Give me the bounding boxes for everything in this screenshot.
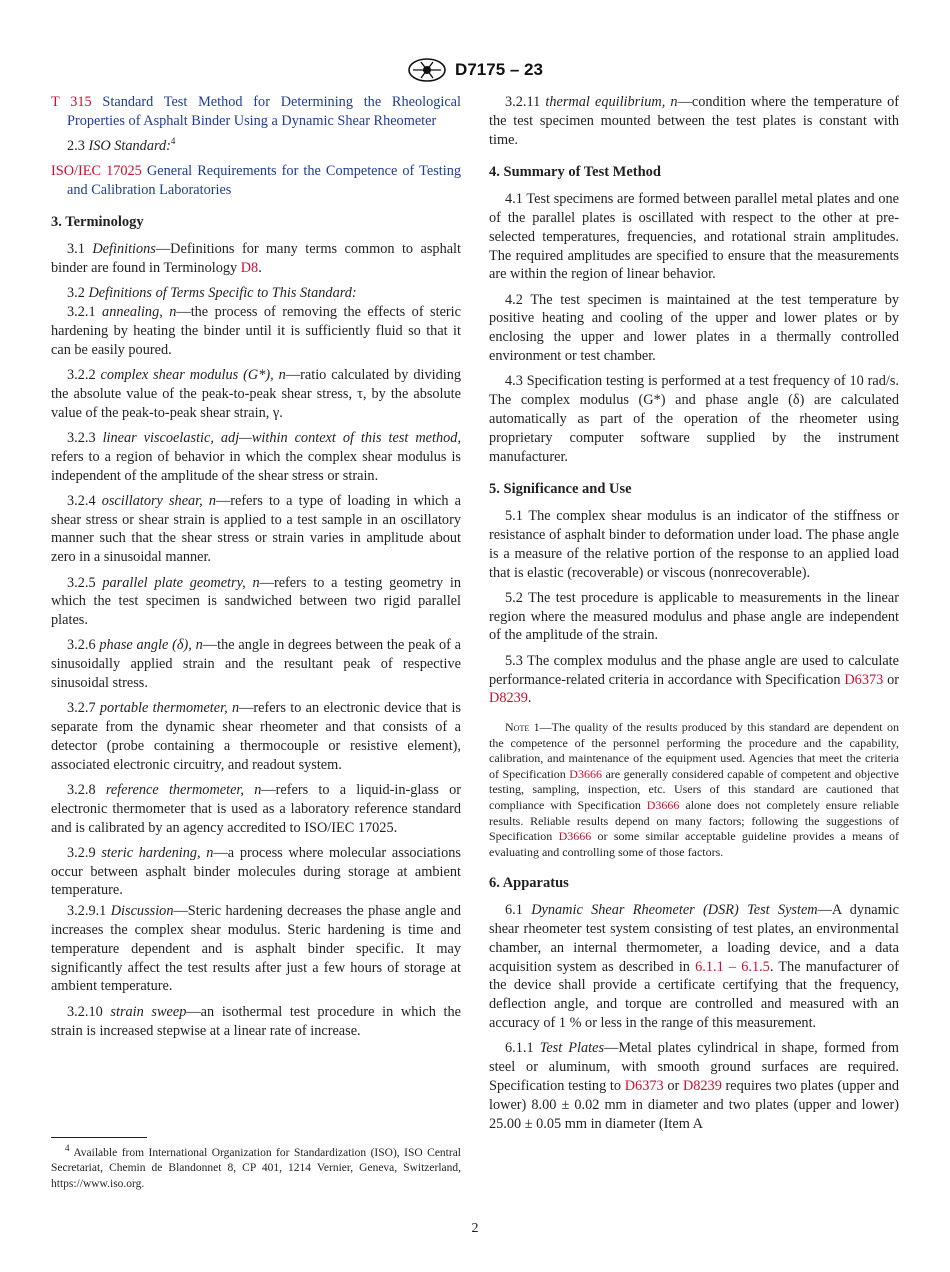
d8239-link[interactable]: D8239 <box>682 1077 722 1094</box>
para-3-2-3: 3.2.3 linear viscoelastic, adj—within context of this test method, refers to a region of behavior in which the complex shear modulus is independent of the amplitude of the shear stress or strain. <box>51 429 462 484</box>
t315-title[interactable]: Standard Test Method for Determining the Rheological Properties of Asphalt Binder Using a Dynamic Shear Rheometer <box>67 94 461 129</box>
reference-iso <box>51 162 461 200</box>
d3666-link[interactable]: D3666 <box>646 798 680 813</box>
para-4-3: 4.3 Specification testing is performed at a test frequency of 10 rad/s. The complex modulus (G*) and phase angle (δ) are calculated automatically as part of the operation of the rheometer using proprietary computer software supplied by the instrument manufacturer. <box>489 373 899 465</box>
para-3-1: 3.1 Definitions—Definitions for many terms common to asphalt binder are found in Terminology D8. <box>51 241 462 277</box>
para-3-2-5: 3.2.5 parallel plate geometry, n—refers to a testing geometry in which the test specimen is sandwiched between two rigid parallel plates. <box>51 574 461 629</box>
para-3-2-1: 3.2.1 annealing, n—the process of removing the effects of steric hardening by heating the binder until it is sufficiently fluid so that it can be easily poured. <box>51 304 461 358</box>
section-4-title: 4. Summary of Test Method <box>489 164 661 181</box>
section-3-title: 3. Terminology <box>51 214 144 231</box>
left-column <box>51 93 461 1047</box>
astm-logo-icon <box>407 56 447 84</box>
d6373-link[interactable]: D6373 <box>624 1077 664 1094</box>
para-4-1: 4.1 Test specimens are formed between parallel metal plates and one of the parallel plates is oscillated with respect to the other at pre-selected temperatures, frequencies, and rotational strain amplitudes. The required amplitudes are specified to ensure that the measurements are within the region of linear behavior. <box>489 191 899 283</box>
para-5-3: 5.3 The complex modulus and the phase angle are used to calculate performance-related criteria in accordance with Specification D6373 or D8239. <box>489 652 899 707</box>
para-3-2-7: 3.2.7 portable thermometer, n—refers to an electronic device that is separate from the dynamic shear rheometer and that consists of a detector (probe containing a thermocouple or resistive element), associated electronic circuitry, and readout system. <box>51 700 461 773</box>
page-number: 2 <box>471 1221 479 1236</box>
para-3-2-4: 3.2.4 oscillatory shear, n—refers to a type of loading in which a shear stress or shear strain is applied to a test sample in an oscillatory manner such that the shear stress or strain varies in amplitude about zero in a sinusoidal manner. <box>51 492 461 566</box>
para-3-2: 3.2 Definitions of Terms Specific to This Standard: <box>67 285 357 302</box>
t315-link[interactable]: T 315 <box>51 94 92 110</box>
page-header <box>0 56 950 84</box>
reference-t315 <box>51 93 461 131</box>
para-3-2-11: 3.2.11 thermal equilibrium, n—condition where the temperature of the test specimen mounted between the test plates is constant with time. <box>489 94 899 148</box>
para-6-1: 6.1 Dynamic Shear Rheometer (DSR) Test System—A dynamic shear rheometer test system consisting of test plates, an environmental chamber, an internal thermometer, a loading device, and a data acquisition system as described in 6.1.1 – 6.1.5. The manufacturer of the device shall provide a certificate certifying that the frequency, deflection angle, and torque are controlled and measured with an accuracy of 1 % or less in the range of this measurement. <box>489 902 900 1032</box>
right-column <box>489 93 899 1140</box>
para-3-2-9: 3.2.9 steric hardening, n—a process where molecular associations occur between asphalt binder molecules during storage at ambient temperature. <box>51 844 461 899</box>
footnote-divider <box>51 1137 147 1138</box>
note-1: Note 1—The quality of the results produced by this standard are dependent on the competence of the personnel performing the procedure and the capability, calibration, and maintenance of the equipment used. Agencies that meet the criteria of Specification D3666 are generally considered capable of competent and objective testing, sampling, inspection, etc. Users of this standard are cautioned that compliance with Specification D3666 alone does not completely ensure reliable results. Reliable results depend on many factors; following the suggestions of Specification D3666 or some similar acceptable guideline provides a means of evaluating and controlling some of those factors. <box>489 720 899 859</box>
d3666-link[interactable]: D3666 <box>558 829 592 844</box>
section-6-1-1-link[interactable]: 6.1.1 – 6.1.5 <box>695 958 770 975</box>
footnote-4: $^4$ Available from International Organization for Standardization (ISO), ISO Central Secretariat, Chemin de Blandonnet 8, CP 401, 1214 Vernier, Geneva, Switzerland, https://www.iso.org. <box>51 1143 461 1190</box>
para-3-2-6: 3.2.6 phase angle (δ), n—the angle in degrees between the peak of a sinusoidally applied strain and the resultant peak of respective sinusoidal stress. <box>51 637 462 692</box>
para-6-1-1: 6.1.1 Test Plates—Metal plates cylindrical in shape, formed from steel or aluminum, with smooth ground surfaces are required. Specification testing to D6373 or D8239 requires two plates (upper and lower) 8.00 ± 0.02 mm in diameter and two plates (upper and lower) 25.00 ± 0.05 mm in diameter (Item A <box>489 1040 900 1132</box>
iso-link[interactable]: ISO/IEC 17025 <box>51 162 142 179</box>
para-3-2-10: 3.2.10 strain sweep—an isothermal test procedure in which the strain is increased stepwise at a linear rate of increase. <box>51 1003 461 1039</box>
para-4-2: 4.2 The test specimen is maintained at the test temperature by positive heating and cooling of the upper and lower plates or by enclosing the upper and lower plates in a thermally controlled environment or test chamber. <box>489 291 899 365</box>
iso-title[interactable]: General Requirements for the Competence of Testing and Calibration Laboratories <box>67 162 462 198</box>
para-5-1: 5.1 The complex shear modulus is an indicator of the stiffness or resistance of asphalt binder to deformation under load. The phase angle is a measure of the relative portion of the response to an applied load that is elastic (recoverable) or viscous (nonrecoverable). <box>489 508 899 581</box>
para-3-2-8: 3.2.8 reference thermometer, n—refers to a liquid-in-glass or electronic thermometer that is used as a laboratory reference standard and is calibrated by an agency accredited to ISO/IEC 17025. <box>51 782 461 836</box>
section-6-title: 6. Apparatus <box>489 875 569 892</box>
standard-code: D7175 – 23 <box>455 60 543 79</box>
para-3-2-9-1: 3.2.9.1 Discussion—Steric hardening decreases the phase angle and increases the complex shear modulus. Steric hardening is time and temperature dependent and is asphalt binder specific. It may significantly affect the test results after just a few hours of storage at ambient temperature. <box>51 903 461 995</box>
d3666-link[interactable]: D3666 <box>569 766 602 781</box>
para-5-2: 5.2 The test procedure is applicable to measurements in the linear region where the measured modulus and phase angle are independent of the amplitude of the strain. <box>489 589 899 644</box>
d8-link[interactable]: D8 <box>240 260 259 277</box>
iso-heading: 2.3 ISO Standard:$^4$ <box>67 135 176 154</box>
para-3-2-2: 3.2.2 complex shear modulus (G*), n—ratio calculated by dividing the absolute value of the peak-to-peak shear stress, τ, by the absolute value of the peak-to-peak shear strain, γ. <box>51 367 462 421</box>
d6373-link[interactable]: D6373 <box>844 671 884 688</box>
d8239-link[interactable]: D8239 <box>489 690 528 707</box>
section-5-title: 5. Significance and Use <box>489 481 632 498</box>
